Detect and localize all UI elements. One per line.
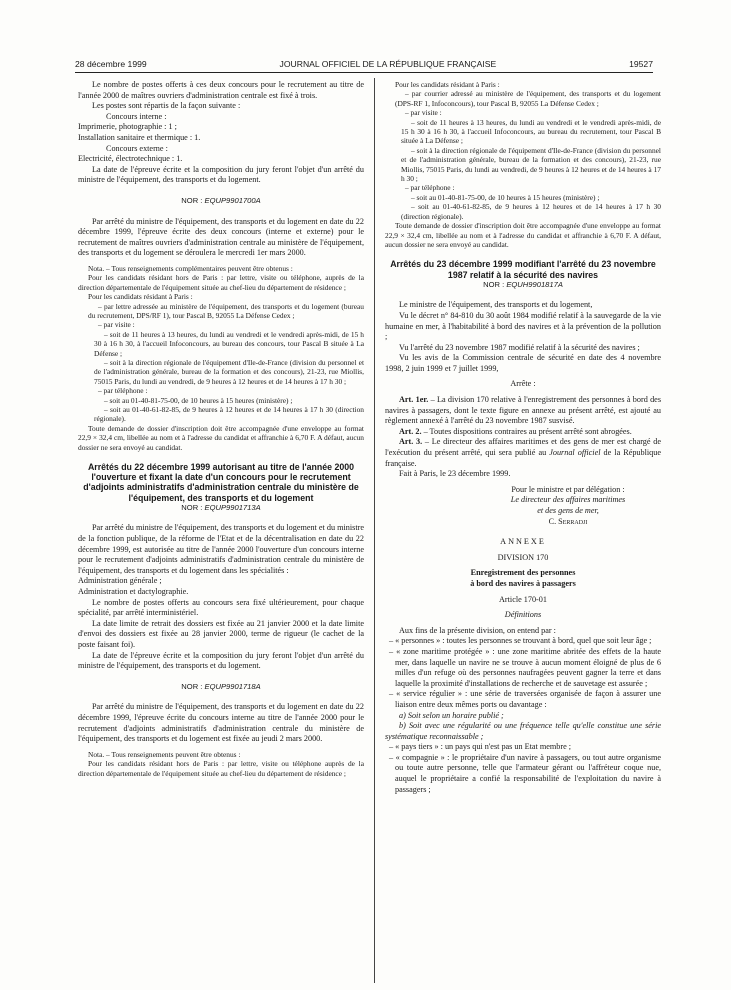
nor-reference: NOR : EQUH9901817A — [483, 279, 563, 289]
list-item: – soit de 11 heures à 13 heures, du lundi au vendredi et le vendredi après-midi, de 15 h 30 à 16 h 30, à l'accueil Infoconcours, au bureau du recrutement, tour Pascal B située à La Défense ; — [401, 117, 661, 146]
definition-item: – « service régulier » : une série de traversées organisée de façon à assurer une liaison entre deux mêmes ports ou davantage : — [389, 689, 661, 709]
paragraph: Vu les avis de la Commission centrale de sécurité en date des 4 novembre 1998, 2 juin 1999 et 7 juillet 1999, — [385, 353, 661, 373]
external-label: Concours externe : — [106, 143, 168, 153]
definitions-title: Définitions — [504, 610, 542, 620]
nota: Nota. – Tous renseignements complémentaires peuvent être obtenus : — [88, 263, 293, 273]
definition-subitem: b) Soit avec une régularité ou une fréquence telle qu'elle constitue une série systématique reconnaissable ; — [385, 721, 661, 741]
division-subtitle: à bord des navires à passagers — [470, 578, 576, 588]
header-journal-title: JOURNAL OFFICIEL DE LA RÉPUBLIQUE FRANÇAISE — [279, 59, 497, 69]
signature-line: Le directeur des affaires maritimes — [510, 495, 626, 505]
definitions-list — [385, 636, 661, 710]
definitions-list — [385, 742, 661, 795]
annexe-title: ANNEXE — [500, 537, 546, 547]
paragraph: Aux fins de la présente division, on entend par : — [399, 625, 556, 635]
nota-block — [78, 750, 364, 778]
list-item: – soit à la direction régionale de l'équipement d'Ile-de-France (division du personnel et de l'administration générale, bureau de la formation et des concours), 21-23, rue Miollis, 75015 Paris, du lundi au vendredi, de 9 heures à 12 heures et de 14 heures à 17 h 30 ; — [94, 357, 364, 386]
nota: Nota. – Tous renseignements peuvent être obtenus : — [88, 749, 241, 759]
header-date: 28 décembre 1999 — [75, 59, 147, 69]
definition-item: – « zone maritime protégée » : une zone maritime abritée des effets de la haute mer, dans laquelle un navire ne se trouve à aucun moment éloigné de plus de 6 milles d'un refuge où des personnes naufragées peuvent gagner la terre et dans laquelle la proximité d'installations de recherche et de sauvetage est assurée ; — [389, 646, 661, 688]
paragraph: Par arrêté du ministre de l'équipement, des transports et du logement en date du 22 décembre 1999, l'épreuve écrite des deux concours (interne et externe) pour le recrutement de maîtres ouvriers d'administration centrale au ministère de l'équipement, des transports et du logement se déroulera le mercredi 1er mars 2000. — [78, 216, 364, 258]
arrete-word: Arrête : — [510, 379, 536, 389]
division-subtitle: Enregistrement des personnes — [470, 568, 576, 578]
list-item: – soit au 01-40-81-75-00, de 10 heures à 15 heures (ministère) ; — [104, 395, 293, 405]
header-rule — [75, 72, 653, 73]
paragraph: Vu l'arrêté du 23 novembre 1987 modifié relatif à la sécurité des navires ; — [399, 342, 640, 352]
article-title: Article 170-01 — [499, 594, 547, 604]
signature-name: C. Serradji — [548, 516, 588, 526]
article-1: Art. 1er. – La division 170 relative à l'enregistrement des personnes à bord des navires à passagers, dont le texte figure en annexe au présent arrêté, est ajouté au règlement annexé à l'arrêté du 23 novembre 1987 susvisé. — [385, 395, 661, 426]
paragraph: La date de l'épreuve écrite et la composition du jury feront l'objet d'un arrêté du ministre de l'équipement, des transports et du logement. — [78, 164, 364, 185]
list-item: – par courrier adressé au ministère de l'équipement, des transports et du logement (DPS-RF 1, Infoconcours), tour Pascal B, 92055 La Défense Cedex ; — [395, 89, 661, 108]
list-item: – soit de 11 heures à 13 heures, du lundi au vendredi et le vendredi après-midi, de 15 h 30 à 16 h 30, à l'accueil Infoconcours, au bureau des concours, tour Pascal B située à La Défense ; — [94, 329, 364, 358]
paragraph: Le nombre de postes offerts au concours sera fixé ultérieurement, pour chaque spécialité, par arrêté interministériel. — [78, 597, 364, 618]
nor-reference: NOR : EQUP9901700A — [181, 195, 261, 205]
paragraph: Les postes sont répartis de la façon suivante : — [92, 101, 241, 111]
paragraph: Pour les candidats résidant à Paris : — [88, 292, 193, 302]
list-item: – par téléphone : — [405, 183, 455, 193]
paragraph: Toute demande de dossier d'inscription doit être accompagnée d'une enveloppe au format 22,9 × 32,4 cm, libellée au nom et à l'adresse du candidat et affranchie à 6,70 F. A défaut, aucun dossier ne sera envoyé au candidat. — [385, 221, 661, 249]
division-title: DIVISION 170 — [497, 552, 549, 562]
paragraph: La date de l'épreuve écrite et la composition du jury feront l'objet d'un arrêté du ministre de l'équipement, des transports et du logement. — [78, 650, 364, 671]
list-item: Imprimerie, photographie : 1 ; — [78, 122, 177, 132]
list-item: Electricité, électrotechnique : 1. — [78, 154, 183, 164]
definition-item: – « compagnie » : le propriétaire d'un navire à passagers, ou tout autre organisme ou toute autre personne, telle que l'armateur gérant ou l'affréteur coque nue, auquel le propriétaire a confié la responsabilité de l'exploitation du navire à passagers ; — [389, 752, 661, 794]
list-item: – soit au 01-40-81-75-00, de 10 heures à 15 heures (ministère) ; — [411, 192, 600, 202]
paragraph: Pour les candidats résidant hors de Paris : par lettre, visite ou téléphone, auprès de la direction départementale de l'équipement située au chef-lieu du département de résidence ; — [78, 273, 364, 292]
definition-subitem: a) Soit selon un horaire publié ; — [399, 710, 504, 720]
section-heading: Arrêtés du 23 décembre 1999 modifiant l'arrêté du 23 novembre 1987 relatif à la sécurité des navires — [390, 259, 656, 280]
signature-line: et des gens de mer, — [537, 506, 599, 515]
paragraph: Pour les candidats résidant hors de Paris : par lettre, visite ou téléphone auprès de la direction départementale de l'équipement située au chef-lieu du département de résidence ; — [78, 759, 364, 778]
list-item: – soit au 01-40-61-82-85, de 9 heures à 12 heures et de 14 heures à 17 h 30 (direction régionale). — [94, 405, 364, 424]
header-page-number: 19527 — [629, 59, 653, 69]
paragraph: Par arrêté du ministre de l'équipement, des transports et du logement et du ministre de la fonction publique, de la réforme de l'Etat et de la décentralisation en date du 22 décembre 1999, est autorisée au titre de l'année 2000 l'ouverture d'un concours interne pour le recrutement d'adjoints administratifs d'administration centrale du ministère de l'équipement, des transports et du logement dans les spécialités : — [78, 523, 364, 575]
column-rule — [374, 78, 375, 983]
nor-reference: NOR : EQUP9901718A — [181, 681, 261, 691]
paragraph: Vu le décret n° 84-810 du 30 août 1984 modifié relatif à la sauvegarde de la vie humaine en mer, à l'habitabilité à bord des navires et à la prévention de la pollution ; — [385, 310, 661, 342]
paragraph: Par arrêté du ministre de l'équipement, des transports et du logement en date du 22 décembre 1999, l'épreuve écrite du concours interne au titre de l'année 2000 pour le recrutement d'adjoints administratifs d'administration centrale du ministère de l'équipement, des transports et du logement est fixée au jeudi 2 mars 2000. — [78, 702, 364, 744]
list-item: – soit au 01-40-61-82-85, de 9 heures à 12 heures et de 14 heures à 17 h 30 (direction régionale). — [401, 202, 661, 221]
list-item: – par téléphone : — [98, 386, 148, 396]
list-item: Administration générale ; — [78, 576, 162, 586]
paragraph: Le nombre de postes offerts à ces deux concours pour le recrutement au titre de l'année 2000 de maîtres ouvriers d'administration centrale est fixé à trois. — [78, 80, 364, 100]
list-item: – soit à la direction régionale de l'équipement d'Ile-de-France (division du personnel et de l'administration générale, bureau de la formation et des concours), 21-23, rue Miollis, 75015 Paris, du lundi au vendredi, de 9 heures à 12 heures et de 14 heures à 17 h 30 ; — [401, 145, 661, 184]
list-item: Administration et dactylographie. — [78, 587, 189, 596]
paragraph: Le ministre de l'équipement, des transports et du logement, — [399, 300, 593, 310]
internal-label: Concours interne : — [106, 111, 167, 121]
left-column — [78, 80, 364, 980]
contact-block — [385, 80, 661, 249]
article-3: Art. 3. – Le directeur des affaires maritimes et des gens de mer est chargé de l'exécution du présent arrêté, qui sera publié au Journal officiel de la République française. — [385, 437, 661, 468]
signature-line: Pour le ministre et par délégation : — [511, 484, 625, 494]
list-item: – par visite : — [98, 320, 135, 330]
list-item: – par lettre adressée au ministère de l'équipement, des transports et du logement (bureau du recrutement, DPS/RF 1), tour Pascal B, 92055 La Défense Cedex ; — [88, 301, 364, 320]
definition-item: – « personnes » : toutes les personnes se trouvant à bord, quel que soit leur âge ; — [389, 636, 652, 646]
paragraph: Pour les candidats résidant à Paris : — [395, 80, 500, 89]
article-2: Art. 2. – Toutes dispositions contraires au présent arrêté sont abrogées. — [399, 426, 632, 436]
page-header — [75, 57, 653, 71]
list-item: – par visite : — [405, 108, 442, 118]
paragraph: La date limite de retrait des dossiers est fixée au 21 janvier 2000 et la date limite d'envoi des dossiers est fixée au 28 janvier 2000, terme de rigueur (le cachet de la poste faisant foi). — [78, 618, 364, 649]
nota-block — [78, 264, 364, 452]
section-heading: Arrêtés du 22 décembre 1999 autorisant au titre de l'année 2000 l'ouverture et fixant la date d'un concours pour le recrutement d'adjoints administratifs d'administration centrale du ministère de l'équipement, des transports et du logement — [83, 462, 359, 503]
nor-reference: NOR : EQUP9901713A — [181, 502, 261, 512]
right-column — [385, 80, 661, 980]
date-line: Fait à Paris, le 23 décembre 1999. — [399, 469, 511, 479]
definition-item: – « pays tiers » : un pays qui n'est pas un Etat membre ; — [389, 742, 572, 752]
paragraph: Toute demande de dossier d'inscription doit être accompagnée d'une enveloppe au format 22,9 × 32,4 cm, libellée au nom et à l'adresse du candidat et affranchie à 6,70 F. A défaut, aucun dossier ne sera envoyé au candidat. — [78, 423, 364, 452]
list-item: Installation sanitaire et thermique : 1. — [78, 132, 201, 142]
